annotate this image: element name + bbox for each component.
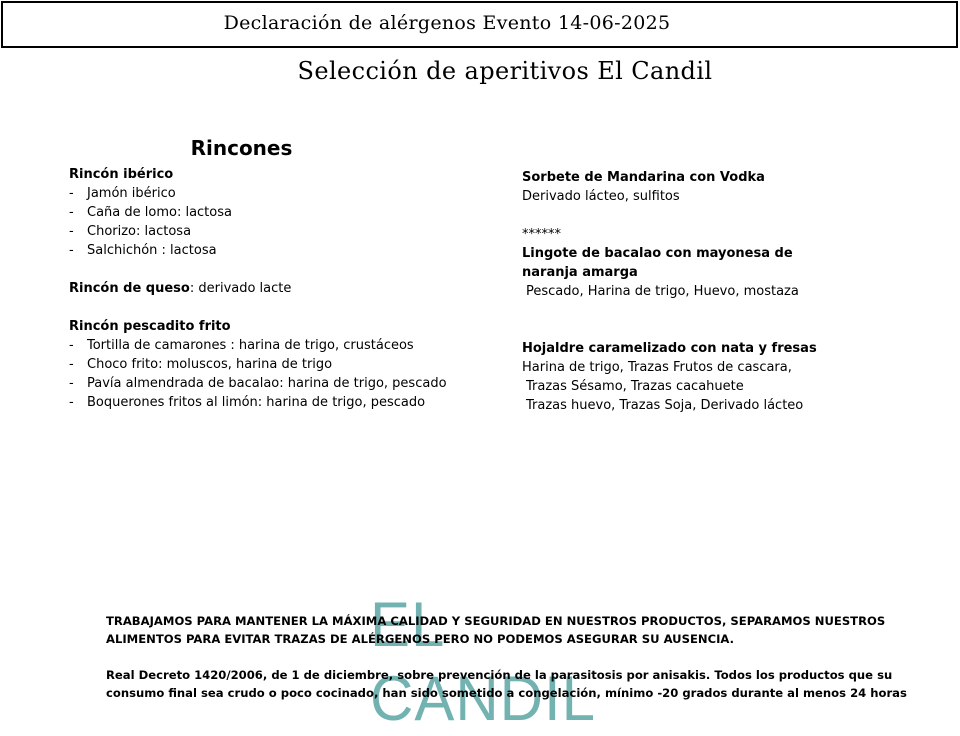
hojaldre-allergens-line: Harina de trigo, Trazas Frutos de cascara,: [522, 360, 792, 375]
rincon-iberico-section: [69, 165, 469, 260]
list-item: - Salchichón : lactosa: [69, 241, 469, 260]
list-item: - Caña de lomo: lactosa: [69, 203, 469, 222]
rincones-column: [69, 136, 469, 412]
quality-notice: TRABAJAMOS PARA MANTENER LA MÁXIMA CALIDAD Y SEGURIDAD EN NUESTROS PRODUCTOS, SEPARAMOS NUESTROS ALIMENTOS PARA EVITAR TRAZAS DE ALÉRGENOS PERO NO PODEMOS ASEGURAR SU AUSENCIA.: [106, 614, 886, 646]
lingote-title: Lingote de bacalao con mayonesa de naranja amarga: [522, 246, 793, 280]
separator-stars: ******: [522, 227, 561, 242]
document-title: Declaración de alérgenos Evento 14-06-2025: [223, 12, 671, 34]
rincon-queso-title: Rincón de queso: [69, 281, 190, 296]
sorbete-allergens: Derivado lácteo, sulfitos: [522, 189, 680, 204]
hojaldre-title: Hojaldre caramelizado con nata y fresas: [522, 341, 817, 356]
rincon-queso-detail: : derivado lacte: [189, 281, 292, 296]
list-item: - Pavía almendrada de bacalao: harina de trigo, pescado: [69, 374, 469, 393]
anisakis-decree-notice: Real Decreto 1420/2006, de 1 de diciembre, sobre prevención de la parasitosis por anisakis. Todos los productos que su consumo final sea crudo o poco cocinado, han sido sometido a congelación, mínimo -20 grados durante al menos 24 horas: [106, 668, 907, 700]
rincon-queso-section: [69, 279, 469, 298]
list-item: - Choco frito: moluscos, harina de trigo: [69, 355, 469, 374]
hojaldre-block: [522, 339, 852, 415]
list-item: - Tortilla de camarones : harina de trigo, crustáceos: [69, 336, 469, 355]
rincon-pescadito-section: [69, 317, 469, 412]
rincon-pescadito-list: [69, 336, 469, 412]
list-item: - Chorizo: lactosa: [69, 222, 469, 241]
el-candil-logo: EL CANDIL: [370, 589, 597, 734]
rincon-iberico-list: [69, 184, 469, 260]
menu-items-column: [522, 168, 852, 434]
lingote-block: [522, 244, 852, 301]
hojaldre-allergens-line: Trazas huevo, Trazas Soja, Derivado lácteo: [526, 398, 804, 413]
header-box: [1, 1, 958, 48]
list-item: - Boquerones fritos al limón: harina de trigo, pescado: [69, 393, 469, 412]
lingote-allergens: Pescado, Harina de trigo, Huevo, mostaza: [526, 284, 799, 299]
rincon-iberico-title: Rincón ibérico: [69, 167, 174, 182]
sorbete-title: Sorbete de Mandarina con Vodka: [522, 170, 765, 185]
footer-notice: [106, 612, 936, 702]
hojaldre-allergens-line: Trazas Sésamo, Trazas cacahuete: [526, 379, 744, 394]
rincones-heading: Rincones: [190, 136, 293, 160]
list-item: - Jamón ibérico: [69, 184, 469, 203]
rincon-pescadito-title: Rincón pescadito frito: [69, 319, 231, 334]
sorbete-block: [522, 168, 852, 206]
page-subtitle: Selección de aperitivos El Candil: [297, 57, 713, 85]
